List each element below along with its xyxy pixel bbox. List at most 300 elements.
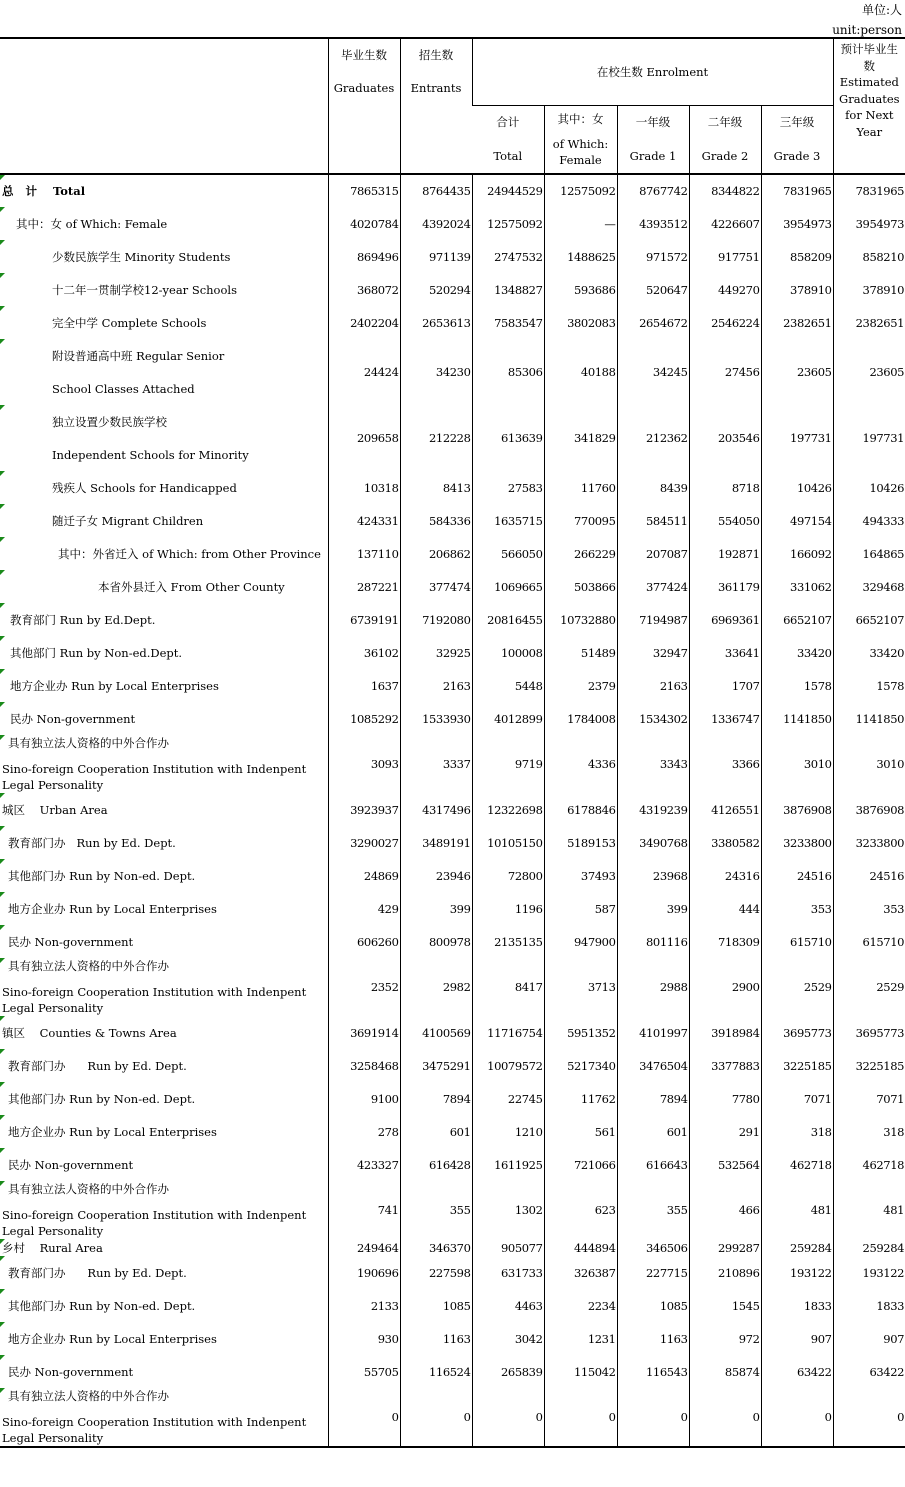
row-label-line1: 地方企业办 Run by Local Enterprises xyxy=(8,1124,217,1139)
value-cell: 1302 xyxy=(472,1181,544,1239)
row-label xyxy=(0,1256,328,1289)
row-label xyxy=(0,669,328,702)
value-cell: 1611925 xyxy=(472,1148,544,1181)
cell-marker-icon xyxy=(0,306,5,311)
value-cell: 2529 xyxy=(761,958,833,1016)
value-cell: 3695773 xyxy=(761,1016,833,1049)
row-label-line1: 具有独立法人资格的中外合作办 xyxy=(8,1182,169,1196)
row-label xyxy=(0,892,328,925)
cell-marker-icon xyxy=(0,1016,5,1021)
table-row xyxy=(0,1148,905,1181)
row-label-line1: 教育部门办 Run by Ed. Dept. xyxy=(8,835,176,850)
value-cell: 378910 xyxy=(833,273,905,306)
value-cell: 24869 xyxy=(328,859,400,892)
value-cell: 34230 xyxy=(400,339,472,405)
header-grade1-cn: 一年级 xyxy=(635,115,671,130)
row-label xyxy=(0,339,328,405)
value-cell: 971572 xyxy=(617,240,689,273)
value-cell: 212362 xyxy=(617,405,689,471)
row-label-line1: 其他部门 Run by Non-ed.Dept. xyxy=(10,645,183,660)
value-cell: 2982 xyxy=(400,958,472,1016)
value-cell: 32947 xyxy=(617,636,689,669)
row-label xyxy=(0,603,328,636)
row-label-line1: 总 计 Total xyxy=(2,184,86,198)
value-cell: 329468 xyxy=(833,570,905,603)
row-label xyxy=(0,1239,328,1256)
value-cell: 8344822 xyxy=(689,174,761,207)
value-cell: 4126551 xyxy=(689,793,761,826)
cell-marker-icon xyxy=(0,793,5,798)
value-cell: 7071 xyxy=(761,1082,833,1115)
value-cell: 3476504 xyxy=(617,1049,689,1082)
value-cell: 721066 xyxy=(544,1148,617,1181)
value-cell: 63422 xyxy=(833,1355,905,1388)
value-cell: 0 xyxy=(833,1388,905,1447)
cell-marker-icon xyxy=(0,1355,5,1360)
value-cell: 287221 xyxy=(328,570,400,603)
row-label xyxy=(0,174,328,207)
value-cell: 11716754 xyxy=(472,1016,544,1049)
row-label-line2: Sino-foreign Cooperation Institution with Indenpent Legal Personality xyxy=(2,1208,307,1238)
table-row xyxy=(0,1049,905,1082)
value-cell: 613639 xyxy=(472,405,544,471)
value-cell: 3042 xyxy=(472,1322,544,1355)
value-cell: 7831965 xyxy=(833,174,905,207)
value-cell: 9719 xyxy=(472,735,544,793)
header-graduates xyxy=(328,38,400,174)
value-cell: 2382651 xyxy=(833,306,905,339)
row-label xyxy=(0,471,328,504)
value-cell: 917751 xyxy=(689,240,761,273)
cell-marker-icon xyxy=(0,471,5,476)
value-cell: 615710 xyxy=(761,925,833,958)
value-cell: 377424 xyxy=(617,570,689,603)
table-row xyxy=(0,1289,905,1322)
value-cell: 1545 xyxy=(689,1289,761,1322)
value-cell: 3876908 xyxy=(761,793,833,826)
value-cell: 20816455 xyxy=(472,603,544,636)
value-cell: 593686 xyxy=(544,273,617,306)
value-cell: 37493 xyxy=(544,859,617,892)
value-cell: 503866 xyxy=(544,570,617,603)
value-cell: 1533930 xyxy=(400,702,472,735)
value-cell: 7192080 xyxy=(400,603,472,636)
value-cell: 0 xyxy=(328,1388,400,1447)
value-cell: 8767742 xyxy=(617,174,689,207)
value-cell: 11762 xyxy=(544,1082,617,1115)
row-label xyxy=(0,1115,328,1148)
header-estimated-en2: Graduates xyxy=(839,91,900,106)
unit-note xyxy=(832,0,902,40)
value-cell: 0 xyxy=(472,1388,544,1447)
value-cell: 227715 xyxy=(617,1256,689,1289)
value-cell: 1163 xyxy=(617,1322,689,1355)
table-row xyxy=(0,1322,905,1355)
value-cell: 561 xyxy=(544,1115,617,1148)
value-cell: 27583 xyxy=(472,471,544,504)
table-row xyxy=(0,405,905,471)
cell-marker-icon xyxy=(0,1388,5,1393)
value-cell: 7894 xyxy=(400,1082,472,1115)
value-cell: 449270 xyxy=(689,273,761,306)
row-label-line1: 民办 Non-government xyxy=(8,934,134,949)
value-cell: 353 xyxy=(761,892,833,925)
value-cell: 5189153 xyxy=(544,826,617,859)
cell-marker-icon xyxy=(0,702,5,707)
value-cell: 24516 xyxy=(833,859,905,892)
value-cell: 259284 xyxy=(761,1239,833,1256)
row-label-line2: School Classes Attached xyxy=(52,382,195,396)
value-cell: 2382651 xyxy=(761,306,833,339)
value-cell: 770095 xyxy=(544,504,617,537)
value-cell: 616428 xyxy=(400,1148,472,1181)
value-cell: 566050 xyxy=(472,537,544,570)
value-cell: 6739191 xyxy=(328,603,400,636)
value-cell: 3366 xyxy=(689,735,761,793)
value-cell: 3233800 xyxy=(761,826,833,859)
value-cell: 532564 xyxy=(689,1148,761,1181)
row-label xyxy=(0,826,328,859)
value-cell: 24424 xyxy=(328,339,400,405)
unit-cn: 单位:人 xyxy=(861,3,902,17)
row-label xyxy=(0,958,328,1016)
value-cell: 24944529 xyxy=(472,174,544,207)
value-cell: 4392024 xyxy=(400,207,472,240)
value-cell: 265839 xyxy=(472,1355,544,1388)
row-label-line1: 民办 Non-government xyxy=(8,1364,134,1379)
value-cell: 2988 xyxy=(617,958,689,1016)
value-cell: 368072 xyxy=(328,273,400,306)
row-label-line1: 残疾人 Schools for Handicapped xyxy=(52,480,237,495)
value-cell: 2163 xyxy=(400,669,472,702)
value-cell: 601 xyxy=(617,1115,689,1148)
value-cell: 210896 xyxy=(689,1256,761,1289)
value-cell: 11760 xyxy=(544,471,617,504)
value-cell: 34245 xyxy=(617,339,689,405)
value-cell: 8718 xyxy=(689,471,761,504)
header-entrants xyxy=(400,38,472,174)
header-enrolment: 在校生数 Enrolment xyxy=(472,38,833,105)
cell-marker-icon xyxy=(0,1256,5,1261)
value-cell: 1231 xyxy=(544,1322,617,1355)
value-cell: 227598 xyxy=(400,1256,472,1289)
value-cell: 1085292 xyxy=(328,702,400,735)
value-cell: 1163 xyxy=(400,1322,472,1355)
value-cell: 2234 xyxy=(544,1289,617,1322)
value-cell: 947900 xyxy=(544,925,617,958)
value-cell: 40188 xyxy=(544,339,617,405)
value-cell: 6969361 xyxy=(689,603,761,636)
value-cell: 0 xyxy=(761,1388,833,1447)
value-cell: 424331 xyxy=(328,504,400,537)
table-row xyxy=(0,537,905,570)
row-label-line1: 民办 Non-government xyxy=(8,1157,134,1172)
header-grade2-cn: 二年级 xyxy=(707,115,743,130)
value-cell: 331062 xyxy=(761,570,833,603)
header-grade3-en: Grade 3 xyxy=(773,149,821,164)
value-cell: 9100 xyxy=(328,1082,400,1115)
cell-marker-icon xyxy=(0,273,5,278)
value-cell: 355 xyxy=(617,1181,689,1239)
row-label-line2: Sino-foreign Cooperation Institution with Indenpent Legal Personality xyxy=(2,1415,307,1445)
value-cell: 100008 xyxy=(472,636,544,669)
value-cell: 520647 xyxy=(617,273,689,306)
value-cell: 399 xyxy=(617,892,689,925)
value-cell: 3233800 xyxy=(833,826,905,859)
value-cell: 869496 xyxy=(328,240,400,273)
value-cell: 10105150 xyxy=(472,826,544,859)
cell-marker-icon xyxy=(0,1082,5,1087)
value-cell: 800978 xyxy=(400,925,472,958)
value-cell: 55705 xyxy=(328,1355,400,1388)
value-cell: 212228 xyxy=(400,405,472,471)
row-label xyxy=(0,405,328,471)
table-row xyxy=(0,1082,905,1115)
value-cell: 3258468 xyxy=(328,1049,400,1082)
value-cell: 1784008 xyxy=(544,702,617,735)
cell-marker-icon xyxy=(0,1148,5,1153)
row-label-line1: 其中：外省迁入 of Which: from Other Province xyxy=(58,546,321,561)
header-graduates-cn: 毕业生数 xyxy=(341,48,387,62)
table-row xyxy=(0,669,905,702)
value-cell: 32925 xyxy=(400,636,472,669)
value-cell: 10318 xyxy=(328,471,400,504)
value-cell: 3489191 xyxy=(400,826,472,859)
value-cell: 10732880 xyxy=(544,603,617,636)
cell-marker-icon xyxy=(0,1181,5,1186)
header-estimated-cn2: 数 xyxy=(863,58,876,73)
value-cell: 378910 xyxy=(761,273,833,306)
value-cell: 520294 xyxy=(400,273,472,306)
table-row xyxy=(0,471,905,504)
cell-marker-icon xyxy=(0,537,5,542)
row-label-line1: 具有独立法人资格的中外合作办 xyxy=(8,736,169,750)
statistics-table xyxy=(0,37,905,1448)
cell-marker-icon xyxy=(0,1049,5,1054)
value-cell: 3923937 xyxy=(328,793,400,826)
header-total xyxy=(472,105,544,174)
value-cell: 72800 xyxy=(472,859,544,892)
value-cell: 6652107 xyxy=(833,603,905,636)
value-cell: 1210 xyxy=(472,1115,544,1148)
value-cell: 2529 xyxy=(833,958,905,1016)
value-cell: 203546 xyxy=(689,405,761,471)
value-cell: 3475291 xyxy=(400,1049,472,1082)
value-cell: 33420 xyxy=(761,636,833,669)
value-cell: 346370 xyxy=(400,1239,472,1256)
value-cell: 1141850 xyxy=(761,702,833,735)
header-graduates-en: Graduates xyxy=(333,81,395,95)
header-estimated-en1: Estimated xyxy=(839,75,899,89)
value-cell: 615710 xyxy=(833,925,905,958)
table-row xyxy=(0,174,905,207)
value-cell: 355 xyxy=(400,1181,472,1239)
row-label xyxy=(0,1049,328,1082)
table-row xyxy=(0,306,905,339)
value-cell: 1085 xyxy=(400,1289,472,1322)
cell-marker-icon xyxy=(0,207,5,212)
value-cell: 209658 xyxy=(328,405,400,471)
value-cell: 3918984 xyxy=(689,1016,761,1049)
value-cell: 4393512 xyxy=(617,207,689,240)
value-cell: 4336 xyxy=(544,735,617,793)
value-cell: 462718 xyxy=(761,1148,833,1181)
value-cell: 972 xyxy=(689,1322,761,1355)
value-cell: 3954973 xyxy=(761,207,833,240)
row-label xyxy=(0,1181,328,1239)
value-cell: 259284 xyxy=(833,1239,905,1256)
row-label-line2: Sino-foreign Cooperation Institution with Indenpent Legal Personality xyxy=(2,985,307,1015)
value-cell: 326387 xyxy=(544,1256,617,1289)
row-label xyxy=(0,273,328,306)
header-entrants-cn: 招生数 xyxy=(418,48,454,62)
table-row xyxy=(0,826,905,859)
value-cell: 858209 xyxy=(761,240,833,273)
value-cell: 2653613 xyxy=(400,306,472,339)
table-row xyxy=(0,1388,905,1447)
value-cell: 6178846 xyxy=(544,793,617,826)
table-row xyxy=(0,1115,905,1148)
value-cell: 399 xyxy=(400,892,472,925)
value-cell: 33641 xyxy=(689,636,761,669)
table-row xyxy=(0,339,905,405)
header-female xyxy=(544,105,617,174)
cell-marker-icon xyxy=(0,669,5,674)
value-cell: 12575092 xyxy=(544,174,617,207)
value-cell: 718309 xyxy=(689,925,761,958)
value-cell: 1085 xyxy=(617,1289,689,1322)
cell-marker-icon xyxy=(0,240,5,245)
value-cell: 8439 xyxy=(617,471,689,504)
value-cell: 1348827 xyxy=(472,273,544,306)
value-cell: — xyxy=(544,207,617,240)
row-label-line1: 教育部门办 Run by Ed. Dept. xyxy=(8,1058,187,1073)
value-cell: 12575092 xyxy=(472,207,544,240)
row-label xyxy=(0,859,328,892)
row-label-line1: 十二年一贯制学校12-year Schools xyxy=(52,282,237,297)
value-cell: 5448 xyxy=(472,669,544,702)
value-cell: 2900 xyxy=(689,958,761,1016)
value-cell: 3377883 xyxy=(689,1049,761,1082)
value-cell: 10079572 xyxy=(472,1049,544,1082)
value-cell: 462718 xyxy=(833,1148,905,1181)
value-cell: 193122 xyxy=(761,1256,833,1289)
value-cell: 584336 xyxy=(400,504,472,537)
cell-marker-icon xyxy=(0,958,5,963)
value-cell: 497154 xyxy=(761,504,833,537)
value-cell: 22745 xyxy=(472,1082,544,1115)
table-row xyxy=(0,1355,905,1388)
table-row xyxy=(0,1016,905,1049)
value-cell: 0 xyxy=(400,1388,472,1447)
value-cell: 318 xyxy=(761,1115,833,1148)
value-cell: 10426 xyxy=(761,471,833,504)
cell-marker-icon xyxy=(0,826,5,831)
value-cell: 3380582 xyxy=(689,826,761,859)
value-cell: 27456 xyxy=(689,339,761,405)
row-label-line1: 具有独立法人资格的中外合作办 xyxy=(8,1389,169,1403)
value-cell: 23968 xyxy=(617,859,689,892)
value-cell: 197731 xyxy=(761,405,833,471)
row-label xyxy=(0,735,328,793)
value-cell: 2135135 xyxy=(472,925,544,958)
value-cell: 7194987 xyxy=(617,603,689,636)
value-cell: 2402204 xyxy=(328,306,400,339)
value-cell: 299287 xyxy=(689,1239,761,1256)
value-cell: 249464 xyxy=(328,1239,400,1256)
value-cell: 190696 xyxy=(328,1256,400,1289)
header-female-en1: of Which: xyxy=(552,136,609,151)
value-cell: 0 xyxy=(617,1388,689,1447)
header-total-en: Total xyxy=(493,149,523,164)
value-cell: 1833 xyxy=(833,1289,905,1322)
table-row xyxy=(0,892,905,925)
value-cell: 587 xyxy=(544,892,617,925)
value-cell: 971139 xyxy=(400,240,472,273)
value-cell: 266229 xyxy=(544,537,617,570)
value-cell: 4317496 xyxy=(400,793,472,826)
value-cell: 166092 xyxy=(761,537,833,570)
value-cell: 23605 xyxy=(833,339,905,405)
value-cell: 1488625 xyxy=(544,240,617,273)
value-cell: 4319239 xyxy=(617,793,689,826)
value-cell: 193122 xyxy=(833,1256,905,1289)
value-cell: 7894 xyxy=(617,1082,689,1115)
value-cell: 192871 xyxy=(689,537,761,570)
value-cell: 3954973 xyxy=(833,207,905,240)
header-grade3 xyxy=(761,105,833,174)
row-label-line1: 教育部门 Run by Ed.Dept. xyxy=(10,612,156,627)
value-cell: 481 xyxy=(761,1181,833,1239)
header-female-en2: Female xyxy=(559,152,602,167)
value-cell: 278 xyxy=(328,1115,400,1148)
value-cell: 494333 xyxy=(833,504,905,537)
value-cell: 1534302 xyxy=(617,702,689,735)
table-row xyxy=(0,603,905,636)
row-label-line1: 随迁子女 Migrant Children xyxy=(52,513,204,528)
value-cell: 2352 xyxy=(328,958,400,1016)
row-label xyxy=(0,207,328,240)
value-cell: 1196 xyxy=(472,892,544,925)
value-cell: 444894 xyxy=(544,1239,617,1256)
row-label-line1: 地方企业办 Run by Local Enterprises xyxy=(10,678,219,693)
value-cell: 2747532 xyxy=(472,240,544,273)
value-cell: 466 xyxy=(689,1181,761,1239)
value-cell: 10426 xyxy=(833,471,905,504)
value-cell: 115042 xyxy=(544,1355,617,1388)
value-cell: 23946 xyxy=(400,859,472,892)
header-grade1 xyxy=(617,105,689,174)
row-label xyxy=(0,1388,328,1447)
value-cell: 377474 xyxy=(400,570,472,603)
value-cell: 616643 xyxy=(617,1148,689,1181)
row-label-line1: 独立设置少数民族学校 xyxy=(52,415,167,429)
value-cell: 206862 xyxy=(400,537,472,570)
header-blank xyxy=(0,38,328,174)
row-label xyxy=(0,1322,328,1355)
value-cell: 291 xyxy=(689,1115,761,1148)
value-cell: 341829 xyxy=(544,405,617,471)
table-header xyxy=(0,38,905,174)
value-cell: 3337 xyxy=(400,735,472,793)
table-row xyxy=(0,273,905,306)
value-cell: 2546224 xyxy=(689,306,761,339)
row-label-line1: 其他部门办 Run by Non-ed. Dept. xyxy=(8,1298,196,1313)
cell-marker-icon xyxy=(0,925,5,930)
value-cell: 164865 xyxy=(833,537,905,570)
value-cell: 85874 xyxy=(689,1355,761,1388)
value-cell: 8764435 xyxy=(400,174,472,207)
